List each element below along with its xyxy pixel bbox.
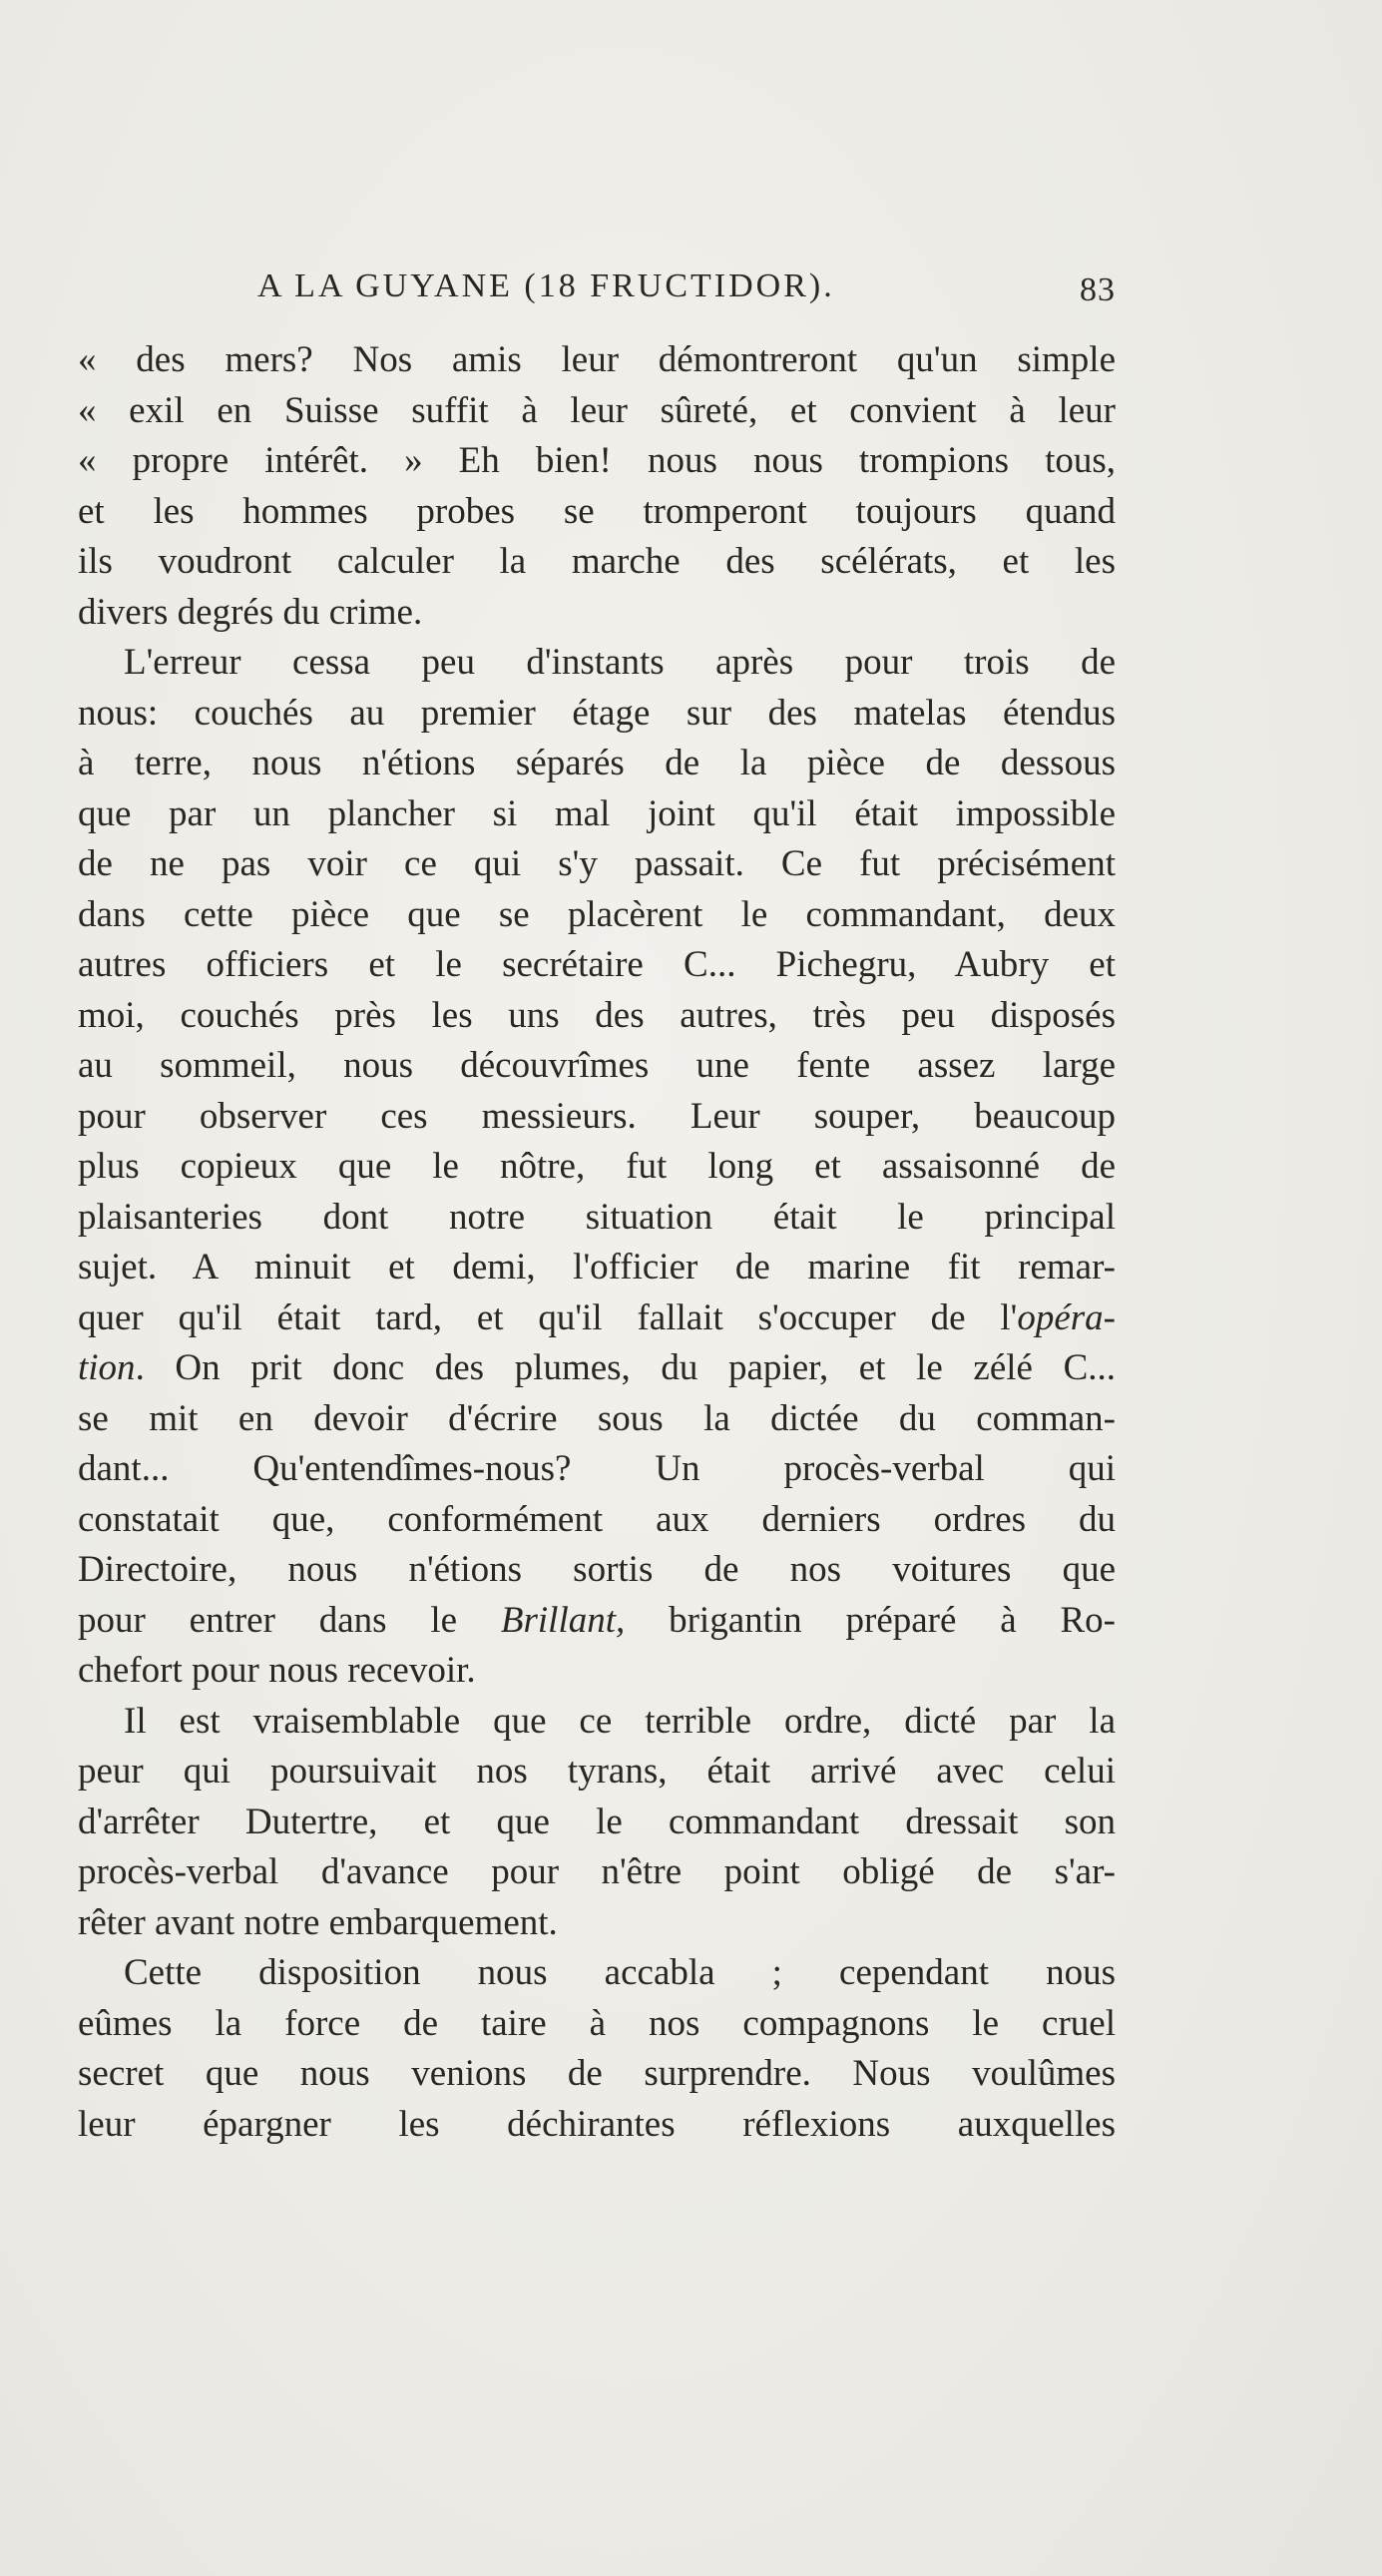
text-line: chefort pour nous recevoir.	[78, 1650, 476, 1691]
page-header	[78, 267, 1116, 317]
text-line: Il est vraisemblable que ce terrible ordre, dicté par la	[124, 1700, 1116, 1742]
text-line: procès-verbal d'avance pour n'être point obligé de s'ar-	[78, 1851, 1116, 1892]
text-line: plaisanteries dont notre situation était le principal	[78, 1196, 1116, 1238]
italic-text: tion	[78, 1347, 136, 1388]
text-line: se mit en devoir d'écrire sous la dictée du comman-	[78, 1397, 1116, 1439]
text-line: sujet. A minuit et demi, l'officier de marine fit remar-	[78, 1247, 1116, 1288]
text-line: « des mers? Nos amis leur démontreront qu'un simple	[78, 339, 1116, 380]
italic-text: opéra-	[1017, 1296, 1116, 1338]
text-line: L'erreur cessa peu d'instants après pour trois de	[124, 642, 1116, 683]
text-line: plus copieux que le nôtre, fut long et assaisonné de	[78, 1146, 1116, 1187]
text-line: quer qu'il était tard, et qu'il fallait s'occuper de l'opéra-	[78, 1296, 1116, 1338]
text-line: dans cette pièce que se placèrent le commandant, deux	[78, 893, 1116, 935]
text-line: de ne pas voir ce qui s'y passait. Ce fut précisément	[78, 843, 1116, 884]
text-line: divers degrés du crime.	[78, 591, 423, 633]
text-line: secret que nous venions de surprendre. Nous voulûmes	[78, 2053, 1116, 2094]
text-line: nous: couchés au premier étage sur des matelas étendus	[78, 692, 1116, 734]
text-line: pour observer ces messieurs. Leur souper, beaucoup	[78, 1095, 1116, 1137]
running-head: A LA GUYANE (18 FRUCTIDOR).	[257, 267, 835, 304]
text-line: dant... Qu'entendîmes-nous? Un procès-verbal qui	[78, 1448, 1116, 1489]
text-line: ils voudront calculer la marche des scélérats, et les	[78, 541, 1116, 582]
text-line: rêter avant notre embarquement.	[78, 1901, 558, 1943]
text-line: moi, couchés près les uns des autres, très peu disposés	[78, 994, 1116, 1036]
text-line: eûmes la force de taire à nos compagnons le cruel	[78, 2002, 1116, 2044]
italic-text: Brillant,	[500, 1599, 626, 1641]
text-line: constatait que, conformément aux derniers ordres du	[78, 1498, 1116, 1540]
text-line: d'arrêter Dutertre, et que le commandant dressait son	[78, 1801, 1116, 1842]
text-line: à terre, nous n'étions séparés de la pièce de dessous	[78, 743, 1116, 783]
page-number: 83	[1080, 271, 1116, 308]
text-line: pour entrer dans le Brillant, brigantin préparé à Ro-	[78, 1599, 1116, 1641]
text-line: « propre intérêt. » Eh bien! nous nous trompions tous,	[78, 440, 1116, 481]
text-line: au sommeil, nous découvrîmes une fente assez large	[78, 1045, 1116, 1086]
text-line: que par un plancher si mal joint qu'il était impossible	[78, 792, 1116, 834]
body-text	[78, 335, 1116, 2150]
text-line: autres officiers et le secrétaire C... Pichegru, Aubry et	[78, 944, 1116, 985]
text-line: Cette disposition nous accabla ; cependant nous	[124, 1952, 1116, 1993]
text-line: et les hommes probes se tromperont toujours quand	[78, 490, 1116, 532]
text-line: peur qui poursuivait nos tyrans, était arrivé avec celui	[78, 1751, 1116, 1792]
text-line: « exil en Suisse suffit à leur sûreté, et convient à leur	[78, 389, 1116, 431]
text-line: Directoire, nous n'étions sortis de nos voitures que	[78, 1549, 1116, 1590]
text-line: leur épargner les déchirantes réflexions auxquelles	[78, 2103, 1116, 2145]
text-line: tion. On prit donc des plumes, du papier, et le zélé C...	[78, 1347, 1116, 1388]
